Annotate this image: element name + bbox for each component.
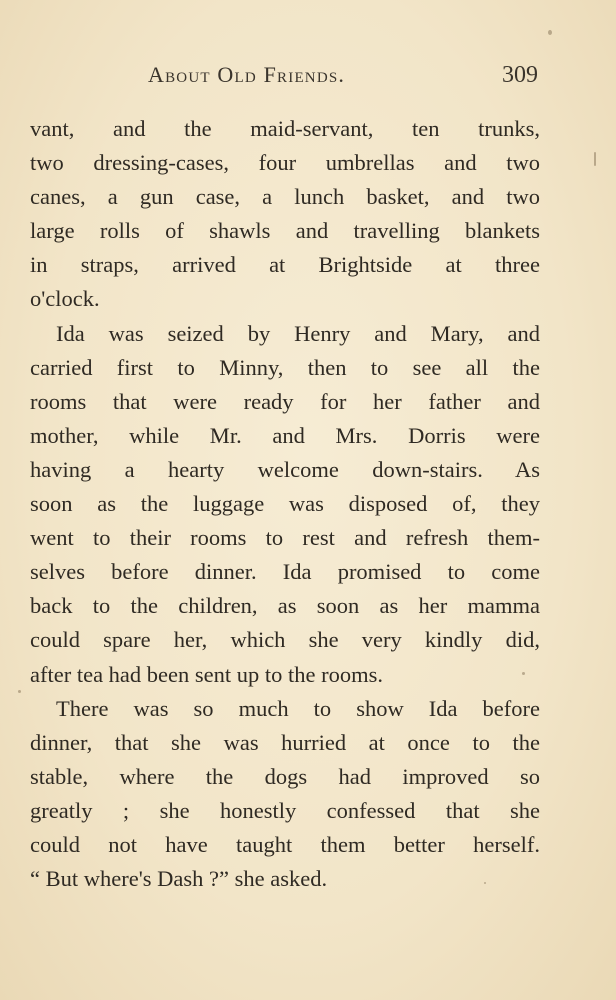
page-number: 309 — [502, 62, 538, 88]
text-line: after tea had been sent up to the rooms. — [30, 661, 384, 687]
paper-speck — [548, 30, 552, 35]
paper-speck — [484, 882, 486, 884]
page-header — [0, 56, 616, 96]
text-line: o'clock. — [30, 286, 100, 312]
text-line: back to the children, as soon as her mamma — [30, 593, 540, 619]
text-line: could not have taught them better herself. — [30, 831, 540, 857]
text-line: went to their rooms to rest and refresh them- — [30, 525, 540, 551]
text-line: carried first to Minny, then to see all the — [30, 354, 540, 380]
text-line: selves before dinner. Ida promised to come — [30, 559, 540, 585]
text-line: greatly ; she honestly confessed that she — [30, 797, 540, 823]
text-line: soon as the luggage was disposed of, they — [30, 491, 540, 517]
text-line: There was so much to show Ida before — [56, 695, 540, 721]
text-line: rooms that were ready for her father and — [30, 388, 540, 414]
text-line: vant, and the maid-servant, ten trunks, — [30, 116, 540, 141]
text-line: Ida was seized by Henry and Mary, and — [56, 320, 540, 346]
paper-speck — [18, 690, 21, 693]
paper-speck — [594, 152, 596, 166]
running-title: About Old Friends. — [148, 62, 346, 87]
paper-speck — [522, 672, 525, 675]
text-line: mother, while Mr. and Mrs. Dorris were — [30, 422, 540, 448]
text-line: canes, a gun case, a lunch basket, and two — [30, 184, 540, 210]
text-line: stable, where the dogs had improved so — [30, 763, 540, 789]
text-line: could spare her, which she very kindly did, — [30, 627, 540, 653]
text-line: “ But where's Dash ?” she asked. — [30, 866, 328, 892]
text-line: large rolls of shawls and travelling blankets — [30, 218, 540, 244]
text-line: dinner, that she was hurried at once to the — [30, 729, 540, 755]
text-line: having a hearty welcome down-stairs. As — [30, 456, 540, 482]
text-line: in straps, arrived at Brightside at three — [30, 252, 540, 278]
text-line: two dressing-cases, four umbrellas and two — [30, 150, 540, 176]
body-text — [30, 112, 540, 896]
